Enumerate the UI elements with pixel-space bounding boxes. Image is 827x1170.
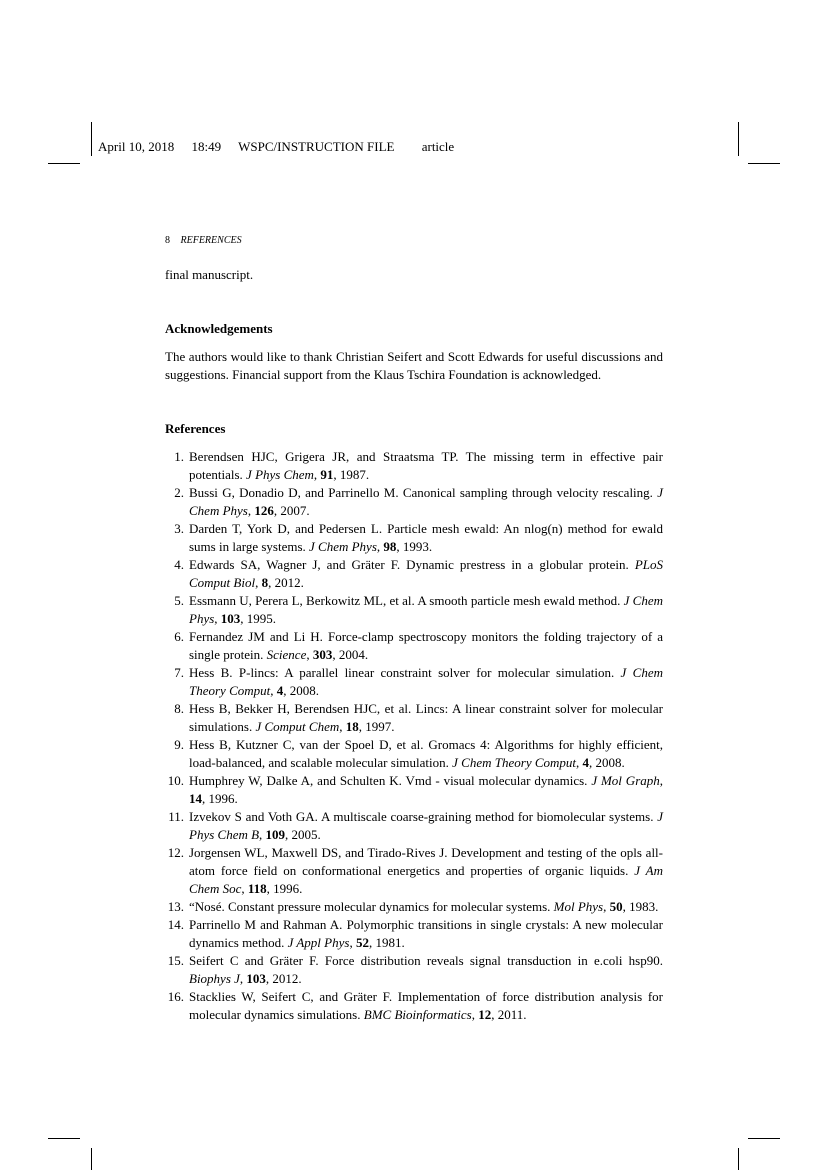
reference-item — [165, 898, 663, 916]
reference-number: 8. — [174, 701, 184, 716]
reference-authors-title: Stacklies W, Seifert C, and Gräter F. Implementation of force distribution analysis for molecular dynamics simulations. — [189, 989, 663, 1022]
reference-number: 14. — [167, 917, 184, 932]
reference-year: , 1993. — [396, 539, 433, 554]
reference-journal: Mol Phys — [553, 899, 604, 914]
reference-item — [165, 844, 663, 898]
reference-number: 12. — [167, 845, 184, 860]
reference-authors-title: Essmann U, Perera L, Berkowitz ML, et al. A smooth particle mesh ewald method. — [189, 593, 624, 608]
reference-text: Bussi G, Donadio D, and Parrinello M. Canonical sampling through velocity rescaling. J Chem Phys, 126, 2007. — [189, 485, 663, 518]
reference-volume: 4 — [582, 755, 590, 770]
reference-year: , 2008. — [283, 683, 319, 698]
crop-mark-bottom-right-horizontal — [748, 1138, 780, 1139]
reference-volume: 91 — [320, 467, 334, 482]
reference-text: Hess B, Kutzner C, van der Spoel D, et al. Gromacs 4: Algorithms for highly efficient, load-balanced, and scalable molecular simulation. J Chem Theory Comput, 4, 2008. — [189, 737, 663, 770]
reference-number: 4. — [174, 557, 184, 572]
reference-journal: J Chem Phys — [309, 539, 377, 554]
reference-volume: 12 — [478, 1007, 492, 1022]
continuation-text: final manuscript. — [165, 267, 254, 282]
reference-volume: 109 — [265, 827, 286, 842]
crop-mark-top-left-vertical — [91, 122, 92, 156]
reference-number: 7. — [174, 665, 184, 680]
reference-authors-title: Berendsen HJC, Grigera JR, and Straatsma TP. The missing term in effective pair potentials. — [189, 449, 663, 482]
reference-year: , 2005. — [285, 827, 321, 842]
reference-year: , 2012. — [268, 575, 304, 590]
reference-text: Jorgensen WL, Maxwell DS, and Tirado-Rives J. Development and testing of the opls all-atom force field on conformational energetics and properties of organic liquids. J Am Chem Soc, 118, 1996. — [189, 845, 663, 896]
reference-year: , 2011. — [491, 1007, 527, 1022]
reference-authors-title: Hess B. P-lincs: A parallel linear constraint solver for molecular simulation. — [189, 665, 621, 680]
reference-item — [165, 808, 663, 844]
reference-item — [165, 592, 663, 628]
reference-journal: J Chem Theory Comput — [452, 755, 577, 770]
reference-number: 11. — [168, 809, 184, 824]
reference-authors-title: Darden T, York D, and Pedersen L. Particle mesh ewald: An nlog(n) method for ewald sums in large systems. — [189, 521, 663, 554]
reference-journal: J Chem Phys — [189, 485, 663, 518]
reference-year: , 1987. — [333, 467, 370, 482]
reference-journal: PLoS Comput Biol — [189, 557, 663, 590]
reference-authors-title: Izvekov S and Voth GA. A multiscale coarse-graining method for biomolecular systems. — [189, 809, 658, 824]
reference-number: 5. — [174, 593, 184, 608]
reference-text: Hess B. P-lincs: A parallel linear constraint solver for molecular simulation. J Chem Theory Comput, 4, 2008. — [189, 665, 663, 698]
reference-volume: 52 — [355, 935, 369, 950]
page-number: 8 — [165, 235, 170, 246]
reference-journal: J Am Chem Soc — [189, 863, 663, 896]
reference-number: 6. — [174, 629, 184, 644]
crop-mark-top-right-horizontal — [748, 163, 780, 164]
reference-journal: J Appl Phys — [287, 935, 350, 950]
reference-journal: J Chem Theory Comput — [189, 665, 663, 698]
reference-journal: J Chem Phys — [189, 593, 663, 626]
reference-volume: 8 — [261, 575, 269, 590]
running-header — [98, 139, 454, 155]
reference-authors-title: Hess B, Kutzner C, van der Spoel D, et al. Gromacs 4: Algorithms for highly efficient, load-balanced, and scalable molecular simulation. — [189, 737, 663, 770]
reference-number: 15. — [167, 953, 184, 968]
reference-authors-title: “Nosé. Constant pressure molecular dynamics for molecular systems. — [189, 899, 554, 914]
reference-volume: 4 — [276, 683, 284, 698]
crop-mark-bottom-right-vertical — [738, 1148, 739, 1170]
reference-text: Hess B, Bekker H, Berendsen HJC, et al. Lincs: A linear constraint solver for molecular simulations. J Comput Chem, 18, 1997. — [189, 701, 663, 734]
header-time: 18:49 — [191, 139, 222, 154]
reference-volume: 118 — [247, 881, 267, 896]
reference-text: Stacklies W, Seifert C, and Gräter F. Implementation of force distribution analysis for molecular dynamics simulations. BMC Bioinformatics, 12, 2011. — [189, 989, 663, 1022]
reference-journal: J Phys Chem — [246, 467, 314, 482]
reference-item — [165, 664, 663, 700]
reference-journal: Biophys J — [189, 971, 240, 986]
reference-item — [165, 448, 663, 484]
reference-authors-title: Seifert C and Gräter F. Force distribution reveals signal transduction in e.coli hsp90. — [189, 953, 663, 968]
section-running-title: REFERENCES — [180, 235, 242, 246]
reference-authors-title: Bussi G, Donadio D, and Parrinello M. Canonical sampling through velocity rescaling. — [189, 485, 658, 500]
reference-text: Humphrey W, Dalke A, and Schulten K. Vmd - visual molecular dynamics. J Mol Graph, 14, 1996. — [189, 773, 663, 806]
crop-mark-bottom-left-horizontal — [48, 1138, 80, 1139]
page-head — [165, 234, 242, 247]
reference-authors-title: Fernandez JM and Li H. Force-clamp spectroscopy monitors the folding trajectory of a single protein. — [189, 629, 663, 662]
reference-number: 13. — [167, 899, 184, 914]
crop-mark-top-right-vertical — [738, 122, 739, 156]
reference-text: Parrinello M and Rahman A. Polymorphic transitions in single crystals: A new molecular dynamics method. J Appl Phys, 52, 1981. — [189, 917, 663, 950]
reference-authors-title: Hess B, Bekker H, Berendsen HJC, et al. Lincs: A linear constraint solver for molecular simulations. — [189, 701, 663, 734]
header-file: WSPC/INSTRUCTION FILE — [238, 139, 395, 154]
reference-volume: 126 — [254, 503, 274, 518]
reference-volume: 303 — [312, 647, 333, 662]
reference-item — [165, 952, 663, 988]
reference-item — [165, 484, 663, 520]
reference-volume: 103 — [220, 611, 241, 626]
reference-text: Izvekov S and Voth GA. A multiscale coarse-graining method for biomolecular systems. J Phys Chem B, 109, 2005. — [189, 809, 663, 842]
reference-year: , 1983. — [622, 899, 659, 914]
reference-item — [165, 556, 663, 592]
reference-volume: 103 — [246, 971, 266, 986]
reference-year: , 2004. — [332, 647, 369, 662]
reference-journal: J Mol Graph — [591, 773, 660, 788]
reference-number: 1. — [174, 449, 184, 464]
reference-year: , 2008. — [589, 755, 625, 770]
reference-text: Berendsen HJC, Grigera JR, and Straatsma TP. The missing term in effective pair potentials. J Phys Chem, 91, 1987. — [189, 449, 663, 482]
reference-number: 16. — [167, 989, 184, 1004]
reference-year: , 2012. — [265, 971, 302, 986]
reference-year: , 1981. — [368, 935, 405, 950]
reference-number: 10. — [167, 773, 184, 788]
reference-volume: 98 — [383, 539, 397, 554]
reference-year: , 2007. — [273, 503, 310, 518]
reference-authors-title: Parrinello M and Rahman A. Polymorphic transitions in single crystals: A new molecular dynamics method. — [189, 917, 663, 950]
reference-year: , 1997. — [358, 719, 395, 734]
main-content — [165, 266, 663, 1024]
reference-volume: 50 — [609, 899, 623, 914]
references-heading: References — [165, 421, 226, 436]
reference-text: Essmann U, Perera L, Berkowitz ML, et al. A smooth particle mesh ewald method. J Chem Phys, 103, 1995. — [189, 593, 663, 626]
reference-item — [165, 736, 663, 772]
reference-journal: BMC Bioinformatics — [363, 1007, 472, 1022]
reference-authors-title: Humphrey W, Dalke A, and Schulten K. Vmd - visual molecular dynamics. — [189, 773, 592, 788]
reference-journal: J Comput Chem — [255, 719, 340, 734]
reference-list — [165, 448, 663, 1024]
header-label: article — [421, 139, 455, 154]
reference-authors-title: Edwards SA, Wagner J, and Gräter F. Dynamic prestress in a globular protein. — [189, 557, 635, 572]
header-date: April 10, 2018 — [98, 139, 175, 154]
reference-item — [165, 520, 663, 556]
reference-item — [165, 628, 663, 664]
acknowledgements-heading: Acknowledgements — [165, 321, 273, 336]
reference-text: “Nosé. Constant pressure molecular dynamics for molecular systems. Mol Phys, 50, 1983. — [189, 899, 659, 914]
reference-authors-title: Jorgensen WL, Maxwell DS, and Tirado-Rives J. Development and testing of the opls all-atom force field on conformational energetics and properties of organic liquids. — [189, 845, 663, 878]
reference-item — [165, 988, 663, 1024]
reference-volume: 18 — [345, 719, 359, 734]
reference-journal: Science — [266, 647, 307, 662]
reference-year: , 1995. — [240, 611, 277, 626]
reference-number: 9. — [174, 737, 184, 752]
reference-text: Seifert C and Gräter F. Force distribution reveals signal transduction in e.coli hsp90. Biophys J, 103, 2012. — [189, 953, 663, 986]
reference-number: 3. — [174, 521, 184, 536]
reference-item — [165, 772, 663, 808]
reference-text: Darden T, York D, and Pedersen L. Particle mesh ewald: An nlog(n) method for ewald sums in large systems. J Chem Phys, 98, 1993. — [189, 521, 663, 554]
reference-item — [165, 916, 663, 952]
reference-journal: J Phys Chem B — [189, 809, 663, 842]
reference-text: Fernandez JM and Li H. Force-clamp spectroscopy monitors the folding trajectory of a single protein. Science, 303, 2004. — [189, 629, 663, 662]
crop-mark-bottom-left-vertical — [91, 1148, 92, 1170]
acknowledgements-text: The authors would like to thank Christian Seifert and Scott Edwards for useful discussions and suggestions. Financial support from the Klaus Tschira Foundation is acknowledged. — [165, 349, 663, 382]
reference-year: , 1996. — [266, 881, 303, 896]
crop-mark-top-left-horizontal — [48, 163, 80, 164]
reference-year: , 1996. — [202, 791, 238, 806]
reference-number: 2. — [174, 485, 184, 500]
reference-item — [165, 700, 663, 736]
reference-volume: 14 — [189, 791, 202, 806]
reference-text: Edwards SA, Wagner J, and Gräter F. Dynamic prestress in a globular protein. PLoS Comput Biol, 8, 2012. — [189, 557, 663, 590]
